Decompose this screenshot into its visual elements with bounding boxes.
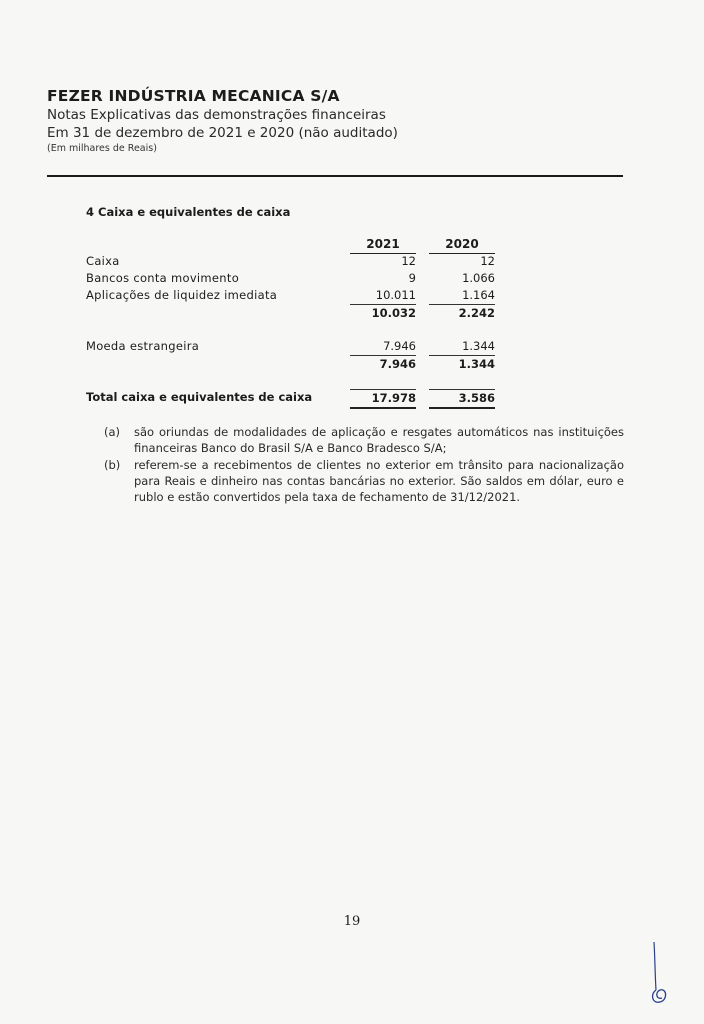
foreign-currency-row: [86, 338, 506, 355]
subtotal-row: [86, 355, 506, 372]
total-2021: 17.978: [350, 389, 416, 409]
table-row: [86, 253, 506, 270]
explanatory-notes: [104, 424, 624, 506]
value-2020: 12: [480, 254, 495, 268]
column-header-2020: 2020: [429, 236, 495, 254]
header-divider: [47, 175, 623, 177]
table-row: [86, 287, 506, 304]
signature-mark: [640, 940, 680, 1010]
subtotal-2021: 7.946: [350, 355, 416, 373]
column-header-2021: 2021: [350, 236, 416, 254]
value-2020: 1.344: [462, 339, 495, 353]
row-label: Moeda estrangeira: [86, 339, 200, 353]
subtotal-2021: 10.032: [350, 304, 416, 322]
currency-note: (Em milhares de Reais): [47, 143, 157, 154]
subtotal-2020: 2.242: [429, 304, 495, 322]
value-2020: 1.164: [462, 288, 495, 302]
note-key: (b): [104, 458, 121, 472]
value-2021: 10.011: [375, 288, 416, 302]
row-label: Bancos conta movimento: [86, 271, 240, 285]
spacer: [86, 321, 506, 338]
cash-equivalents-table: [86, 236, 506, 406]
row-label: Aplicações de liquidez imediata: [86, 288, 278, 302]
company-name: FEZER INDÚSTRIA MECANICA S/A: [47, 87, 340, 105]
total-2020: 3.586: [429, 389, 495, 409]
note-text: são oriundas de modalidades de aplicação e resgates automáticos nas instituições financeiras Banco do Brasil S/A e Banco Bradesco S/A;: [134, 425, 624, 455]
note-key: (a): [104, 425, 121, 439]
value-2021: 9: [408, 271, 416, 285]
note-text: referem-se a recebimentos de clientes no exterior em trânsito para nacionalização para Reais e dinheiro nas contas bancárias no exterior. São saldos em dólar, euro e rublo e estão convertidos pela taxa de fechamento de 31/12/2021.: [134, 458, 624, 504]
subtotal-row: [86, 304, 506, 321]
subtotal-2020: 1.344: [429, 355, 495, 373]
note-item: [104, 424, 624, 456]
row-label: Caixa: [86, 254, 120, 268]
value-2021: 7.946: [383, 339, 416, 353]
page-number: 19: [343, 914, 361, 929]
table-header-row: [86, 236, 506, 253]
table-row: [86, 270, 506, 287]
total-label: Total caixa e equivalentes de caixa: [86, 390, 313, 404]
value-2021: 12: [401, 254, 416, 268]
spacer: [86, 372, 506, 389]
note-item: [104, 457, 624, 505]
document-subtitle: Notas Explicativas das demonstrações financeiras: [47, 107, 386, 123]
section-title: 4 Caixa e equivalentes de caixa: [86, 205, 291, 219]
total-row: [86, 389, 506, 406]
period-line: Em 31 de dezembro de 2021 e 2020 (não auditado): [47, 125, 398, 141]
value-2020: 1.066: [462, 271, 495, 285]
document-header: [47, 86, 647, 156]
